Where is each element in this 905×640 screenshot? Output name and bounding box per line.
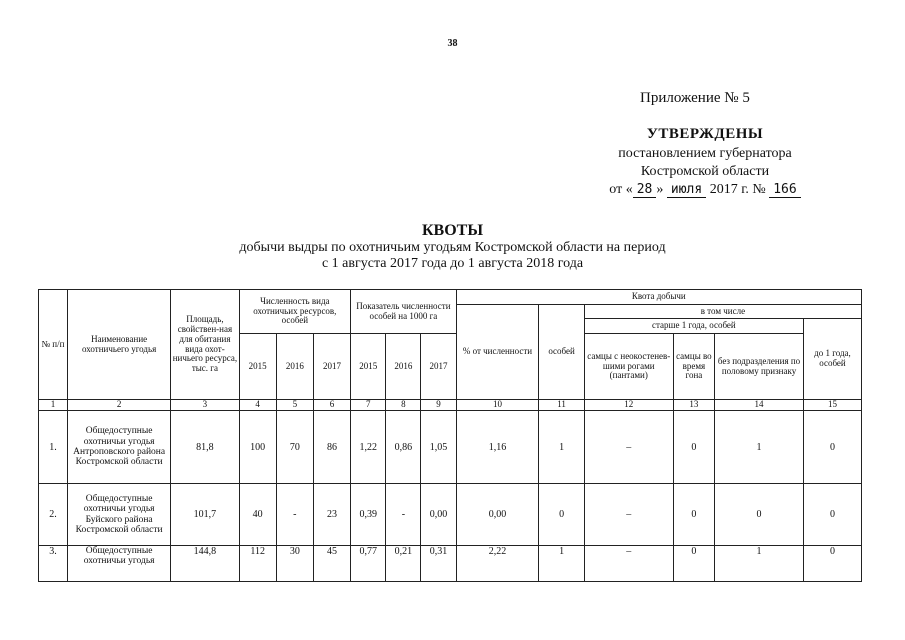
cell-d2015: 1,22 xyxy=(351,411,386,484)
cell-c2017: 23 xyxy=(313,484,350,546)
header-count-2015: 2015 xyxy=(239,334,276,400)
document-subtitle-1: добычи выдры по охотничьим угодьям Костромской области на период xyxy=(239,240,666,255)
cell-pct: 1,16 xyxy=(456,411,539,484)
cell-c12: – xyxy=(584,546,673,582)
header-males-rut: самцы во время гона xyxy=(673,334,714,400)
header-including: в том числе xyxy=(584,305,861,319)
cell-name: Общедоступные охотничьи угодья Антроповского района Костромской области xyxy=(67,411,170,484)
header-density-group: Показатель численности особей на 1000 га xyxy=(351,290,456,334)
date-mid: » xyxy=(656,182,664,197)
cell-d2017: 0,00 xyxy=(421,484,456,546)
cell-ind: 0 xyxy=(539,484,584,546)
approval-line-1: постановлением губернатора xyxy=(618,146,792,161)
cell-no: 1. xyxy=(39,411,68,484)
column-number: 2 xyxy=(67,400,170,411)
header-no-sex: без подразделения по половому признаку xyxy=(715,334,804,400)
column-number: 1 xyxy=(39,400,68,411)
cell-c15: 0 xyxy=(803,484,861,546)
cell-c14: 1 xyxy=(715,546,804,582)
cell-c15: 0 xyxy=(803,546,861,582)
cell-ind: 1 xyxy=(539,546,584,582)
column-number: 11 xyxy=(539,400,584,411)
cell-c14: 1 xyxy=(715,411,804,484)
column-number: 12 xyxy=(584,400,673,411)
column-number: 6 xyxy=(313,400,350,411)
cell-area: 144,8 xyxy=(171,546,239,582)
header-older: старше 1 года, особей xyxy=(584,319,803,334)
cell-c2016: 70 xyxy=(276,411,313,484)
cell-c2017: 86 xyxy=(313,411,350,484)
cell-no: 2. xyxy=(39,484,68,546)
cell-area: 101,7 xyxy=(171,484,239,546)
cell-ind: 1 xyxy=(539,411,584,484)
column-number-row xyxy=(39,400,862,411)
cell-area: 81,8 xyxy=(171,411,239,484)
header-individuals: особей xyxy=(539,305,584,400)
column-number: 5 xyxy=(276,400,313,411)
cell-d2016: - xyxy=(386,484,421,546)
cell-c13: 0 xyxy=(673,411,714,484)
cell-name: Общедоступные охотничьи угодья Буйского района Костромской области xyxy=(67,484,170,546)
approval-line-2: Костромской области xyxy=(640,164,770,179)
column-number: 15 xyxy=(803,400,861,411)
column-number: 9 xyxy=(421,400,456,411)
cell-d2017: 1,05 xyxy=(421,411,456,484)
page-number: 38 xyxy=(447,38,458,49)
header-females: самцы с неокостенев-шими рогами (пантами) xyxy=(584,334,673,400)
document-subtitle-2: с 1 августа 2017 года до 1 августа 2018 года xyxy=(321,256,584,271)
header-count-2017: 2017 xyxy=(313,334,350,400)
cell-pct: 2,22 xyxy=(456,546,539,582)
column-number: 3 xyxy=(171,400,239,411)
column-number: 4 xyxy=(239,400,276,411)
header-density-2016: 2016 xyxy=(386,334,421,400)
decree-number: 166 xyxy=(769,182,800,198)
cell-c12: – xyxy=(584,411,673,484)
cell-d2016: 0,86 xyxy=(386,411,421,484)
table-row xyxy=(39,546,862,582)
approval-date-line xyxy=(540,182,870,198)
cell-d2015: 0,39 xyxy=(351,484,386,546)
quota-table xyxy=(38,289,862,582)
cell-c13: 0 xyxy=(673,484,714,546)
cell-name: Общедоступные охотничьи угодья xyxy=(67,546,170,582)
header-density-2015: 2015 xyxy=(351,334,386,400)
cell-no: 3. xyxy=(39,546,68,582)
appendix-label: Приложение № 5 xyxy=(640,90,750,106)
cell-d2015: 0,77 xyxy=(351,546,386,582)
date-month: июля xyxy=(667,182,706,198)
column-number: 7 xyxy=(351,400,386,411)
date-year: 2017 г. № xyxy=(709,182,766,197)
header-count-2016: 2016 xyxy=(276,334,313,400)
cell-c2016: - xyxy=(276,484,313,546)
header-quota-group: Квота добычи xyxy=(456,290,861,305)
column-number: 13 xyxy=(673,400,714,411)
date-day: 28 xyxy=(633,182,657,198)
cell-c15: 0 xyxy=(803,411,861,484)
cell-c2015: 100 xyxy=(239,411,276,484)
column-number: 8 xyxy=(386,400,421,411)
document-title: КВОТЫ xyxy=(421,222,484,239)
header-percent: % от численности xyxy=(456,305,539,400)
header-name: Наименование охотничьего угодья xyxy=(67,290,170,400)
header-no: № п/п xyxy=(39,290,68,400)
cell-c2017: 45 xyxy=(313,546,350,582)
cell-pct: 0,00 xyxy=(456,484,539,546)
table-row xyxy=(39,411,862,484)
header-count-group: Численность вида охотничьих ресурсов, особей xyxy=(239,290,351,334)
column-number: 14 xyxy=(715,400,804,411)
approval-title: УТВЕРЖДЕНЫ xyxy=(646,126,764,142)
cell-d2017: 0,31 xyxy=(421,546,456,582)
cell-c2015: 112 xyxy=(239,546,276,582)
cell-c2015: 40 xyxy=(239,484,276,546)
column-number: 10 xyxy=(456,400,539,411)
cell-c12: – xyxy=(584,484,673,546)
date-prefix: от « xyxy=(609,182,633,197)
header-under-one: до 1 года, особей xyxy=(803,319,861,400)
cell-c2016: 30 xyxy=(276,546,313,582)
cell-c13: 0 xyxy=(673,546,714,582)
table-row xyxy=(39,484,862,546)
header-area: Площадь, свойствен-ная для обитания вида охот-ничьего ресурса, тыс. га xyxy=(171,290,239,400)
cell-c14: 0 xyxy=(715,484,804,546)
cell-d2016: 0,21 xyxy=(386,546,421,582)
header-density-2017: 2017 xyxy=(421,334,456,400)
